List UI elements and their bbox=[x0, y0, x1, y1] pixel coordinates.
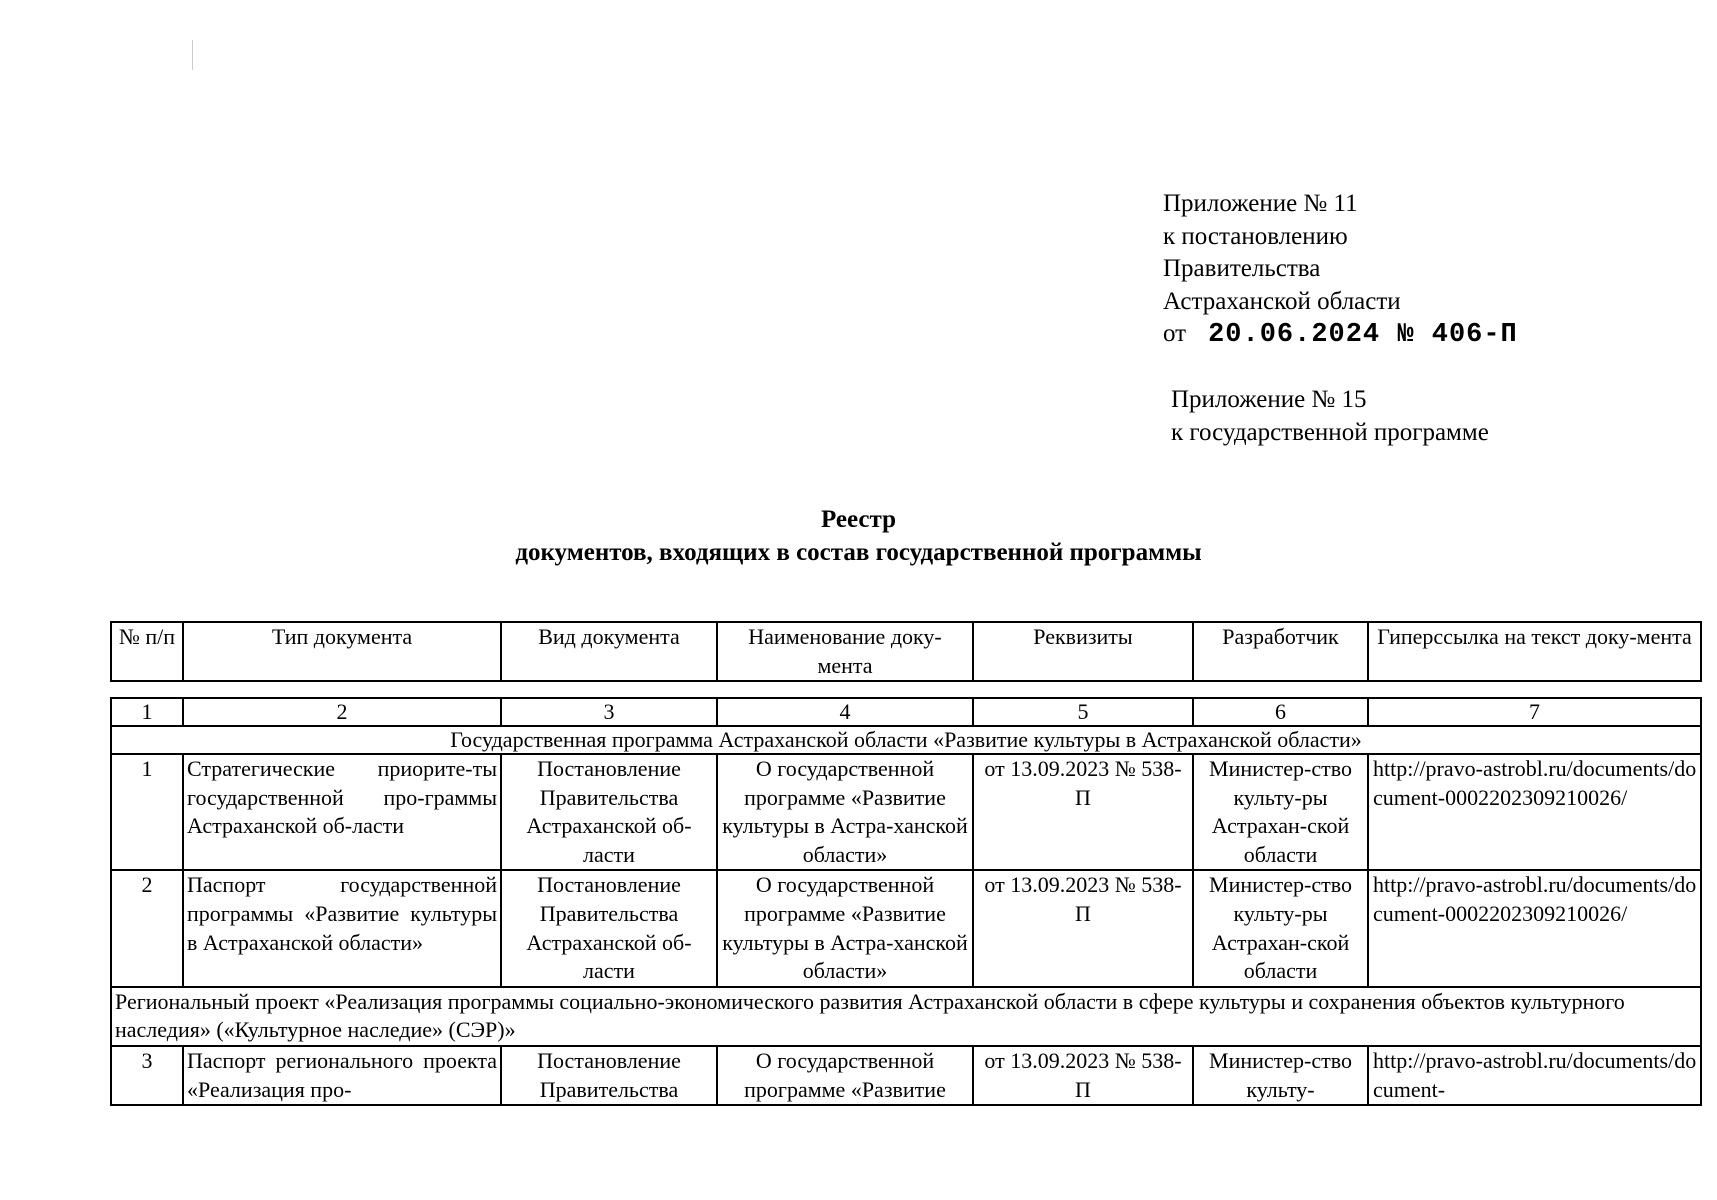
attachment-11-line2: к постановлению bbox=[1163, 222, 1348, 250]
header-developer: Разработчик bbox=[1193, 622, 1368, 681]
col-number: 6 bbox=[1193, 698, 1368, 726]
row-developer: Министер-ство культу-ры Астрахан-ской области bbox=[1193, 870, 1368, 986]
attachment-15-title: Приложение № 15 bbox=[1171, 386, 1367, 413]
attachment-11-title: Приложение № 11 bbox=[1163, 190, 1358, 217]
row-requisites: от 13.09.2023 № 538-П bbox=[973, 870, 1193, 986]
attachment-15-block bbox=[1171, 384, 1489, 449]
col-number: 2 bbox=[183, 698, 501, 726]
column-number-row bbox=[111, 698, 1701, 726]
header-name: Наименование доку-мента bbox=[717, 622, 973, 681]
section-row bbox=[111, 987, 1701, 1046]
row-doc-name: О государственной программе «Развитие культуры в Астра-ханской области» bbox=[717, 754, 973, 870]
registry-table bbox=[110, 697, 1702, 1106]
section-row bbox=[111, 726, 1701, 754]
row-doc-name: О государственной программе «Развитие bbox=[717, 1046, 973, 1105]
header-type: Тип документа bbox=[183, 622, 501, 681]
row-developer: Министер-ство культу- bbox=[1193, 1046, 1368, 1105]
title-line2: документов, входящих в состав государственной программы bbox=[515, 539, 1202, 566]
row-num: 3 bbox=[111, 1046, 183, 1105]
attachment-11-line3: Правительства bbox=[1163, 255, 1321, 282]
row-doc-kind: Постановление Правительства Астраханской об-ласти bbox=[501, 754, 717, 870]
row-hyperlink[interactable]: http://pravo-astrobl.ru/documents/document-0002202309210026/ bbox=[1368, 870, 1701, 986]
col-number: 5 bbox=[973, 698, 1193, 726]
scan-artifact-line bbox=[192, 40, 193, 70]
row-doc-name: О государственной программе «Развитие культуры в Астра-ханской области» bbox=[717, 870, 973, 986]
header-num: № п/п bbox=[111, 622, 183, 681]
row-doc-type: Стратегические приорите-ты государственной про-граммы Астраханской об-ласти bbox=[183, 754, 501, 870]
row-num: 1 bbox=[111, 754, 183, 870]
row-hyperlink[interactable]: http://pravo-astrobl.ru/documents/document-0002202309210026/ bbox=[1368, 754, 1701, 870]
row-requisites: от 13.09.2023 № 538-П bbox=[973, 754, 1193, 870]
date-number-stamp: 20.06.2024 № 406-П bbox=[1208, 320, 1518, 350]
document-title bbox=[0, 503, 1717, 569]
attachment-11-line4: Астраханской области bbox=[1163, 287, 1401, 315]
title-line1: Реестр bbox=[820, 506, 897, 533]
attachment-15-line2: к государственной программе bbox=[1171, 418, 1489, 446]
table-row bbox=[111, 754, 1701, 870]
row-hyperlink[interactable]: http://pravo-astrobl.ru/documents/document- bbox=[1368, 1046, 1701, 1105]
row-doc-kind: Постановление Правительства bbox=[501, 1046, 717, 1105]
table-row bbox=[111, 1046, 1701, 1105]
header-requisites: Реквизиты bbox=[973, 622, 1193, 681]
row-doc-type: Паспорт регионального проекта «Реализация про- bbox=[183, 1046, 501, 1105]
date-prefix: от bbox=[1163, 320, 1187, 347]
header-table bbox=[110, 621, 1702, 682]
col-number: 3 bbox=[501, 698, 717, 726]
row-doc-kind: Постановление Правительства Астраханской об-ласти bbox=[501, 870, 717, 986]
header-kind: Вид документа bbox=[501, 622, 717, 681]
row-num: 2 bbox=[111, 870, 183, 986]
attachment-11-block bbox=[1163, 188, 1518, 352]
header-hyperlink: Гиперссылка на текст доку-мента bbox=[1368, 622, 1701, 681]
attachment-11-date-line bbox=[1163, 318, 1518, 352]
section-state-program: Государственная программа Астраханской области «Развитие культуры в Астраханской области» bbox=[111, 726, 1701, 754]
col-number: 1 bbox=[111, 698, 183, 726]
row-developer: Министер-ство культу-ры Астрахан-ской области bbox=[1193, 754, 1368, 870]
row-requisites: от 13.09.2023 № 538-П bbox=[973, 1046, 1193, 1105]
table-row bbox=[111, 870, 1701, 986]
col-number: 7 bbox=[1368, 698, 1701, 726]
row-doc-type: Паспорт государственной программы «Развитие культуры в Астраханской области» bbox=[183, 870, 501, 986]
section-regional-project: Региональный проект «Реализация программы социально-экономического развития Астраханской области в сфере культуры и сохранения объектов культурного наследия» («Культурное наследие» (СЭР)» bbox=[111, 987, 1701, 1046]
col-number: 4 bbox=[717, 698, 973, 726]
